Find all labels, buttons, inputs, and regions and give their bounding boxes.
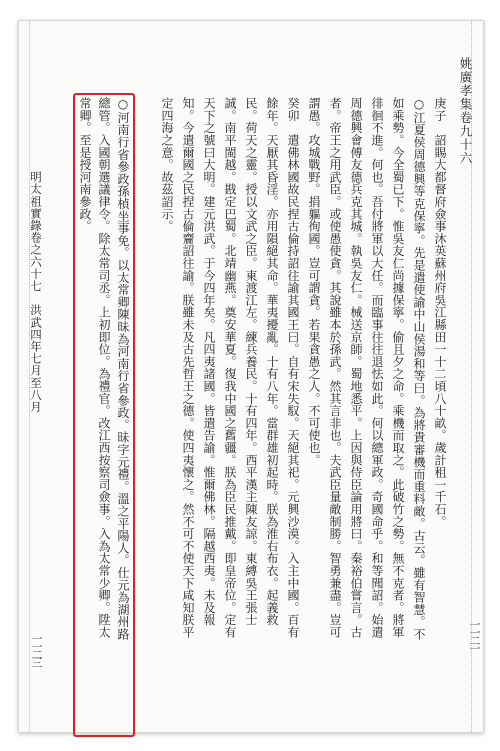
text-column-10: 民。荷天之靈。授以文武之臣。東渡江左。練兵養民。十有四年。西平漢主陳友諒。東縛吳王張士 <box>244 97 258 626</box>
text-column-12: 天下之號曰大明。建元洪武。于今四年矣。凡四夷諸國。皆遣告諭。惟爾佛林。隔越西夷。未及報 <box>202 97 216 626</box>
source-line: 明太祖實錄卷之六十七 洪武四年七月至八月 <box>29 171 43 413</box>
text-column-2: ○江夏侯周德興等克保寧。先是遣使諭中山侯湯和等曰。為將貴審機而重料敵。古云。雖有智慧。不 <box>412 97 426 641</box>
text-column-7: 謂愚。攻城戰野。捐軀徇國。豈可謂貪。若果貪愚之人。不可使也。 <box>307 97 321 466</box>
text-column-1: 庚子 詔賜大都督府僉事沐英蘇州府吳江縣田一十二頃八十畝。歲計租一千石。 <box>433 97 447 528</box>
text-column-13: 知。今遣爾國之民捏古倫齎詔往諭。朕雖未及古先哲王之德。使四夷懷之。然不可不使天下咸知朕平 <box>181 97 195 639</box>
text-column-11: 誠。南平閩越。戡定巴蜀。北靖幽燕。奠安華夏。復我中國之舊疆。朕為臣民推戴。即皇帝位。定有 <box>223 97 237 639</box>
book-title: 姚廣孝集卷九十六 <box>458 57 473 165</box>
text-column-4: 徘徊不進。何也。吾付將軍以大任。而臨事往往退怯如此。何以總軍政。奇國命乎。和等聞詔。始遣 <box>370 97 384 639</box>
red-highlight-box <box>73 93 135 737</box>
page-number-left: 一一二三 <box>30 633 43 665</box>
text-column-14: 定四海之意。故茲詔示。 <box>160 97 174 233</box>
text-column-15: ○河南行省參政孫楨坐事免。以太常卿陳昧為河南行省參政。昧字元禮。溫之平陽人。仕元為湖州路 <box>116 97 130 641</box>
book-page <box>18 20 484 733</box>
text-column-8: 癸卯 遣佛林國故民捏古倫持詔往諭其國王曰。自有宋失馭。天絕其祀。元興沙漠。入主中國。百有 <box>286 97 300 639</box>
text-column-16: 總管。入國朝選議律令。除太常司丞。上初即位。為禮官。改江西按察司僉事。入為太常少卿。陞太 <box>97 97 111 639</box>
text-column-6: 者。帝王之用武臣。或使愚使貪。其說雖本於孫武。然其言非也。夫武臣量敵制勝。智勇兼盡。豈可 <box>328 97 342 639</box>
page-number-right: 一一二一 <box>468 619 481 651</box>
text-column-5: 周德興會傅友德兵克其城。執吳友仁。械送京師。蜀地悉平。上因與侍臣論用將曰。秦裕伯嘗言。古 <box>349 97 363 639</box>
text-column-17: 常卿。至是授河南參政。 <box>78 97 92 233</box>
text-column-9: 餘年。天厭其昏淫。亦用隕絕其命。華夷擾亂。十有八年。當群雄初起時。朕為淮右布衣。起義救 <box>265 97 279 626</box>
text-column-3: 如乘勢。今全蜀已下。惟吳友仁尚據保寧。偷且夕之命。乘機而取之。此破竹之勢。無不克者。將軍 <box>391 97 405 639</box>
